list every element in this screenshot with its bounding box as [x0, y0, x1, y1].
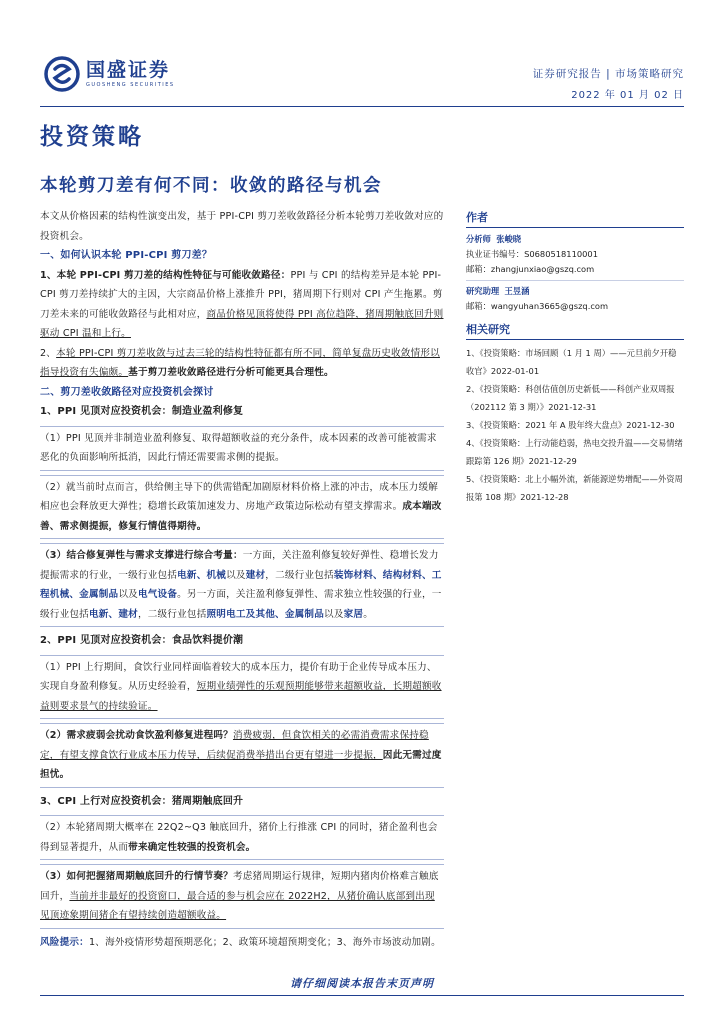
sub1-p3-and-2: 以及: [118, 589, 138, 600]
section-2-heading: 二、剪刀差收敛路径对应投资机会探讨: [40, 386, 214, 398]
assistant-label: 研究助理: [466, 286, 500, 296]
sub3-p2-line: [40, 867, 444, 926]
sub-1-heading: 1、PPI 见顶对应投资机会：制造业盈利修复: [40, 406, 244, 417]
section-1-heading: 一、如何认识本轮 PPI-CPI 剪刀差？: [40, 250, 213, 261]
sub2-p2-underline: 消费疲弱，但食饮相关的必需消费需求保持稳定，有望支撑食饮行业成本压力传导，后续促消费举措出台更有望进一步提振，: [40, 730, 429, 761]
sub2-p2-line: [40, 726, 444, 785]
sub2-p1-text: （1）PPI 上行期间，食饮行业同样面临着较大的成本压力，提价有助于企业传导成本压力、实现自身盈利修复。从历史经验看，: [40, 661, 437, 692]
report-type: 证券研究报告 | 市场策略研究: [532, 68, 684, 80]
company-logo: [44, 56, 175, 92]
sub3-point-2: [40, 864, 444, 929]
s1-p1-bold: 1、本轮 PPI-CPI 剪刀差的结构性特征与可能收敛路径：: [40, 269, 291, 281]
sub1-p3-and-3: 以及: [324, 608, 344, 620]
email-1[interactable]: zhangjunxiao@gszq.com: [490, 264, 595, 274]
sub2-p2-bold: （2）需求疲弱会扰动食饮盈利修复进程吗？: [40, 730, 233, 741]
sub-2-heading: 2、PPI 见顶对应投资机会：食品饮料提价潮: [40, 635, 244, 646]
assistant-name: 王昱涵: [504, 286, 530, 296]
email-row-1: [466, 262, 684, 277]
email-2[interactable]: wangyuhan3665@gszq.com: [490, 301, 609, 311]
sub1-p2-text: （2）就当前时点而言，供给侧主导下的供需错配加剧原材料价格上涨的冲击，成本压力缓解相应也会释放更大弹性；稳增长政策加速发力、房地产政策边际松动有望支撑需求。: [40, 481, 439, 512]
sub3-p1-text: （2）本轮猪周期大概率在 22Q2~Q3 触底回升，猪价上行推涨 CPI 的同时，猪企盈利也会得到显著提升，从而: [40, 822, 438, 853]
s1-p2-num: 2、: [40, 347, 57, 359]
assistant-row: [466, 284, 684, 299]
s1-p1-underline: 商品价格见顶将使得 PPI 高位趋降，猪周期触底回升则驱动 CPI 温和上行。: [40, 308, 444, 339]
related-heading: 相关研究: [466, 322, 684, 340]
sub1-point-1: [40, 426, 444, 471]
section-title: 投资策略: [40, 124, 144, 150]
sub1-p3-text-d: ，二级行业包括: [137, 608, 207, 620]
footer-divider: [40, 995, 684, 996]
sub2-p1-underline: 短期业绩弹性的乐观预期能够带来超额收益，长期超额收益则要求景气的持续验证。: [40, 681, 442, 712]
industry-4: 电气设备: [137, 589, 178, 600]
sub2-point-1: [40, 655, 444, 720]
sidebar: [466, 210, 684, 506]
sub2-p2-bold-2: 因此无需过度担忧。: [40, 749, 442, 780]
s1-paragraph-1: [40, 266, 444, 344]
report-date: 2022 年 01 月 02 日: [571, 90, 684, 101]
analyst-name: 张峻晓: [496, 234, 522, 244]
guosheng-logo-icon: [44, 56, 80, 92]
s1-p2-bold: 基于剪刀差收敛路径进行分析可能更具合理性。: [128, 367, 334, 378]
sub3-p2-bold: （3）如何把握猪周期触底回升的行情节奏？: [40, 871, 233, 882]
cert-number: S0680518110001: [524, 249, 598, 259]
sub-3-heading: 3、CPI 上行对应投资机会：猪周期触底回升: [40, 795, 244, 807]
sub1-p3-end: 。: [363, 608, 374, 620]
analyst-row: [466, 232, 684, 247]
sub1-p2-bold: 成本端改善、需求侧提振，修复行情值得期待。: [40, 501, 442, 532]
sub1-p2-line: [40, 478, 444, 537]
s1-p2-underline: 本轮 PPI-CPI 剪刀差收敛与过去三轮的结构性特征都有所不同，简单复盘历史收敛情形以指导投资有失偏颇。: [40, 347, 440, 378]
industry-7: 家居: [343, 608, 364, 620]
industry-1: 电新、机械: [177, 569, 227, 581]
related-list: [466, 344, 684, 506]
industry-2: 建材: [245, 569, 266, 581]
sub1-p3-text-a: 一方面，关注盈利修复较好弹性、稳增长发力提振需求的行业，一级行业包括: [40, 550, 439, 581]
risk-label: 风险提示：: [40, 936, 89, 948]
risk-text: 1、海外疫情形势超预期恶化；2、政策环境超预期变化；3、海外市场波动加剧。: [88, 936, 441, 948]
sub3-p1-line: [40, 818, 444, 857]
email-label-2: 邮箱：: [466, 301, 491, 311]
industry-5: 电新、建材: [88, 608, 138, 620]
sub3-p1-bold: 带来确定性较强的投资机会。: [128, 841, 256, 853]
sub3-p2-underline: 当前并非最好的投资窗口，最合适的参与机会应在 2022H2，从猪价确认底部到出现见顶迹象期间猪企有望持续创造超额收益。: [40, 890, 435, 921]
related-item[interactable]: 4、《投资策略：上行动能趋弱，热电交投升温——交易情绪跟踪第 126 期》2021-12-29: [466, 438, 683, 466]
sub1-p3-text-c: 。另一方面，关注盈利修复弹性、需求独立性较强的行业，一级行业包括: [40, 589, 442, 620]
email-row-2: [466, 299, 684, 314]
industry-6: 照明电工及其他、金属制品: [206, 608, 325, 620]
related-item[interactable]: 2、《投资策略：科创估值创历史新低——科创产业双周报（202112 第 3 期）》2021-12-31: [466, 384, 675, 412]
analyst-label: 分析师: [466, 234, 491, 244]
sub1-p3-text-b: ，二级行业包括: [265, 569, 334, 581]
sub3-point-1: [40, 815, 444, 860]
divider: [466, 280, 684, 281]
sub1-point-3: [40, 543, 444, 627]
related-item[interactable]: 1、《投资策略：市场回顾（1 月 1 周）——元旦前夕开稳收官》2022-01-01: [466, 348, 677, 376]
main-title: 本轮剪刀差有何不同：收敛的路径与机会: [40, 176, 382, 196]
sub1-p1-text: （1）PPI 见顶并非制造业盈利修复、取得超额收益的充分条件，成本因素的改善可能被需求恶化的负面影响所抵消，因此行情还需要需求侧的提振。: [40, 432, 437, 463]
related-item[interactable]: 3、《投资策略：2021 年 A 股年终大盘点》2021-12-30: [466, 420, 675, 430]
intro-paragraph: 本文从价格因素的结构性演变出发，基于 PPI-CPI 剪刀差收敛路径分析本轮剪刀差收敛对应的投资机会。: [40, 211, 444, 242]
s1-paragraph-2: [40, 344, 444, 383]
cert-row: [466, 247, 684, 262]
s1-p1-text: PPI 与 CPI 的结构差异是本轮 PPI-CPI 剪刀差持续扩大的主因，大宗商品价格上涨推升 PPI，猪周期下行则对 CPI 产生拖累。剪刀差未来的可能收敛路径与此相对应，: [40, 269, 443, 320]
logo-en-text: GUOSHENG SECURITIES: [86, 82, 175, 88]
cert-label: 执业证书编号：: [466, 249, 525, 259]
sub1-point-2: [40, 475, 444, 540]
sub1-p3-line: [40, 546, 444, 624]
footer-disclaimer: 请仔细阅读本报告末页声明: [290, 977, 434, 990]
author-heading: 作者: [466, 210, 684, 228]
sub1-p3-and-1: 以及: [226, 569, 246, 581]
risk-warning: [40, 933, 444, 953]
industry-3: 装饰材料、结构材料、工程机械、金属制品: [40, 569, 442, 600]
main-content: [40, 207, 444, 952]
related-item[interactable]: 5、《投资策略：北上小幅外流，新能源逆势增配——外资周报第 108 期》2021-12-28: [466, 474, 683, 502]
logo-cn-text: 国盛证券: [86, 59, 171, 81]
sub1-p3-bold: （3）结合修复弹性与需求支撑进行综合考量：: [40, 550, 243, 561]
sub2-point-2: [40, 723, 444, 788]
header-divider: [40, 106, 684, 107]
sub3-p2-text: 考虑猪周期运行规律，短期内猪肉价格难言触底回升，: [40, 871, 439, 902]
email-label-1: 邮箱：: [466, 264, 491, 274]
sub2-p1-line: [40, 658, 444, 717]
